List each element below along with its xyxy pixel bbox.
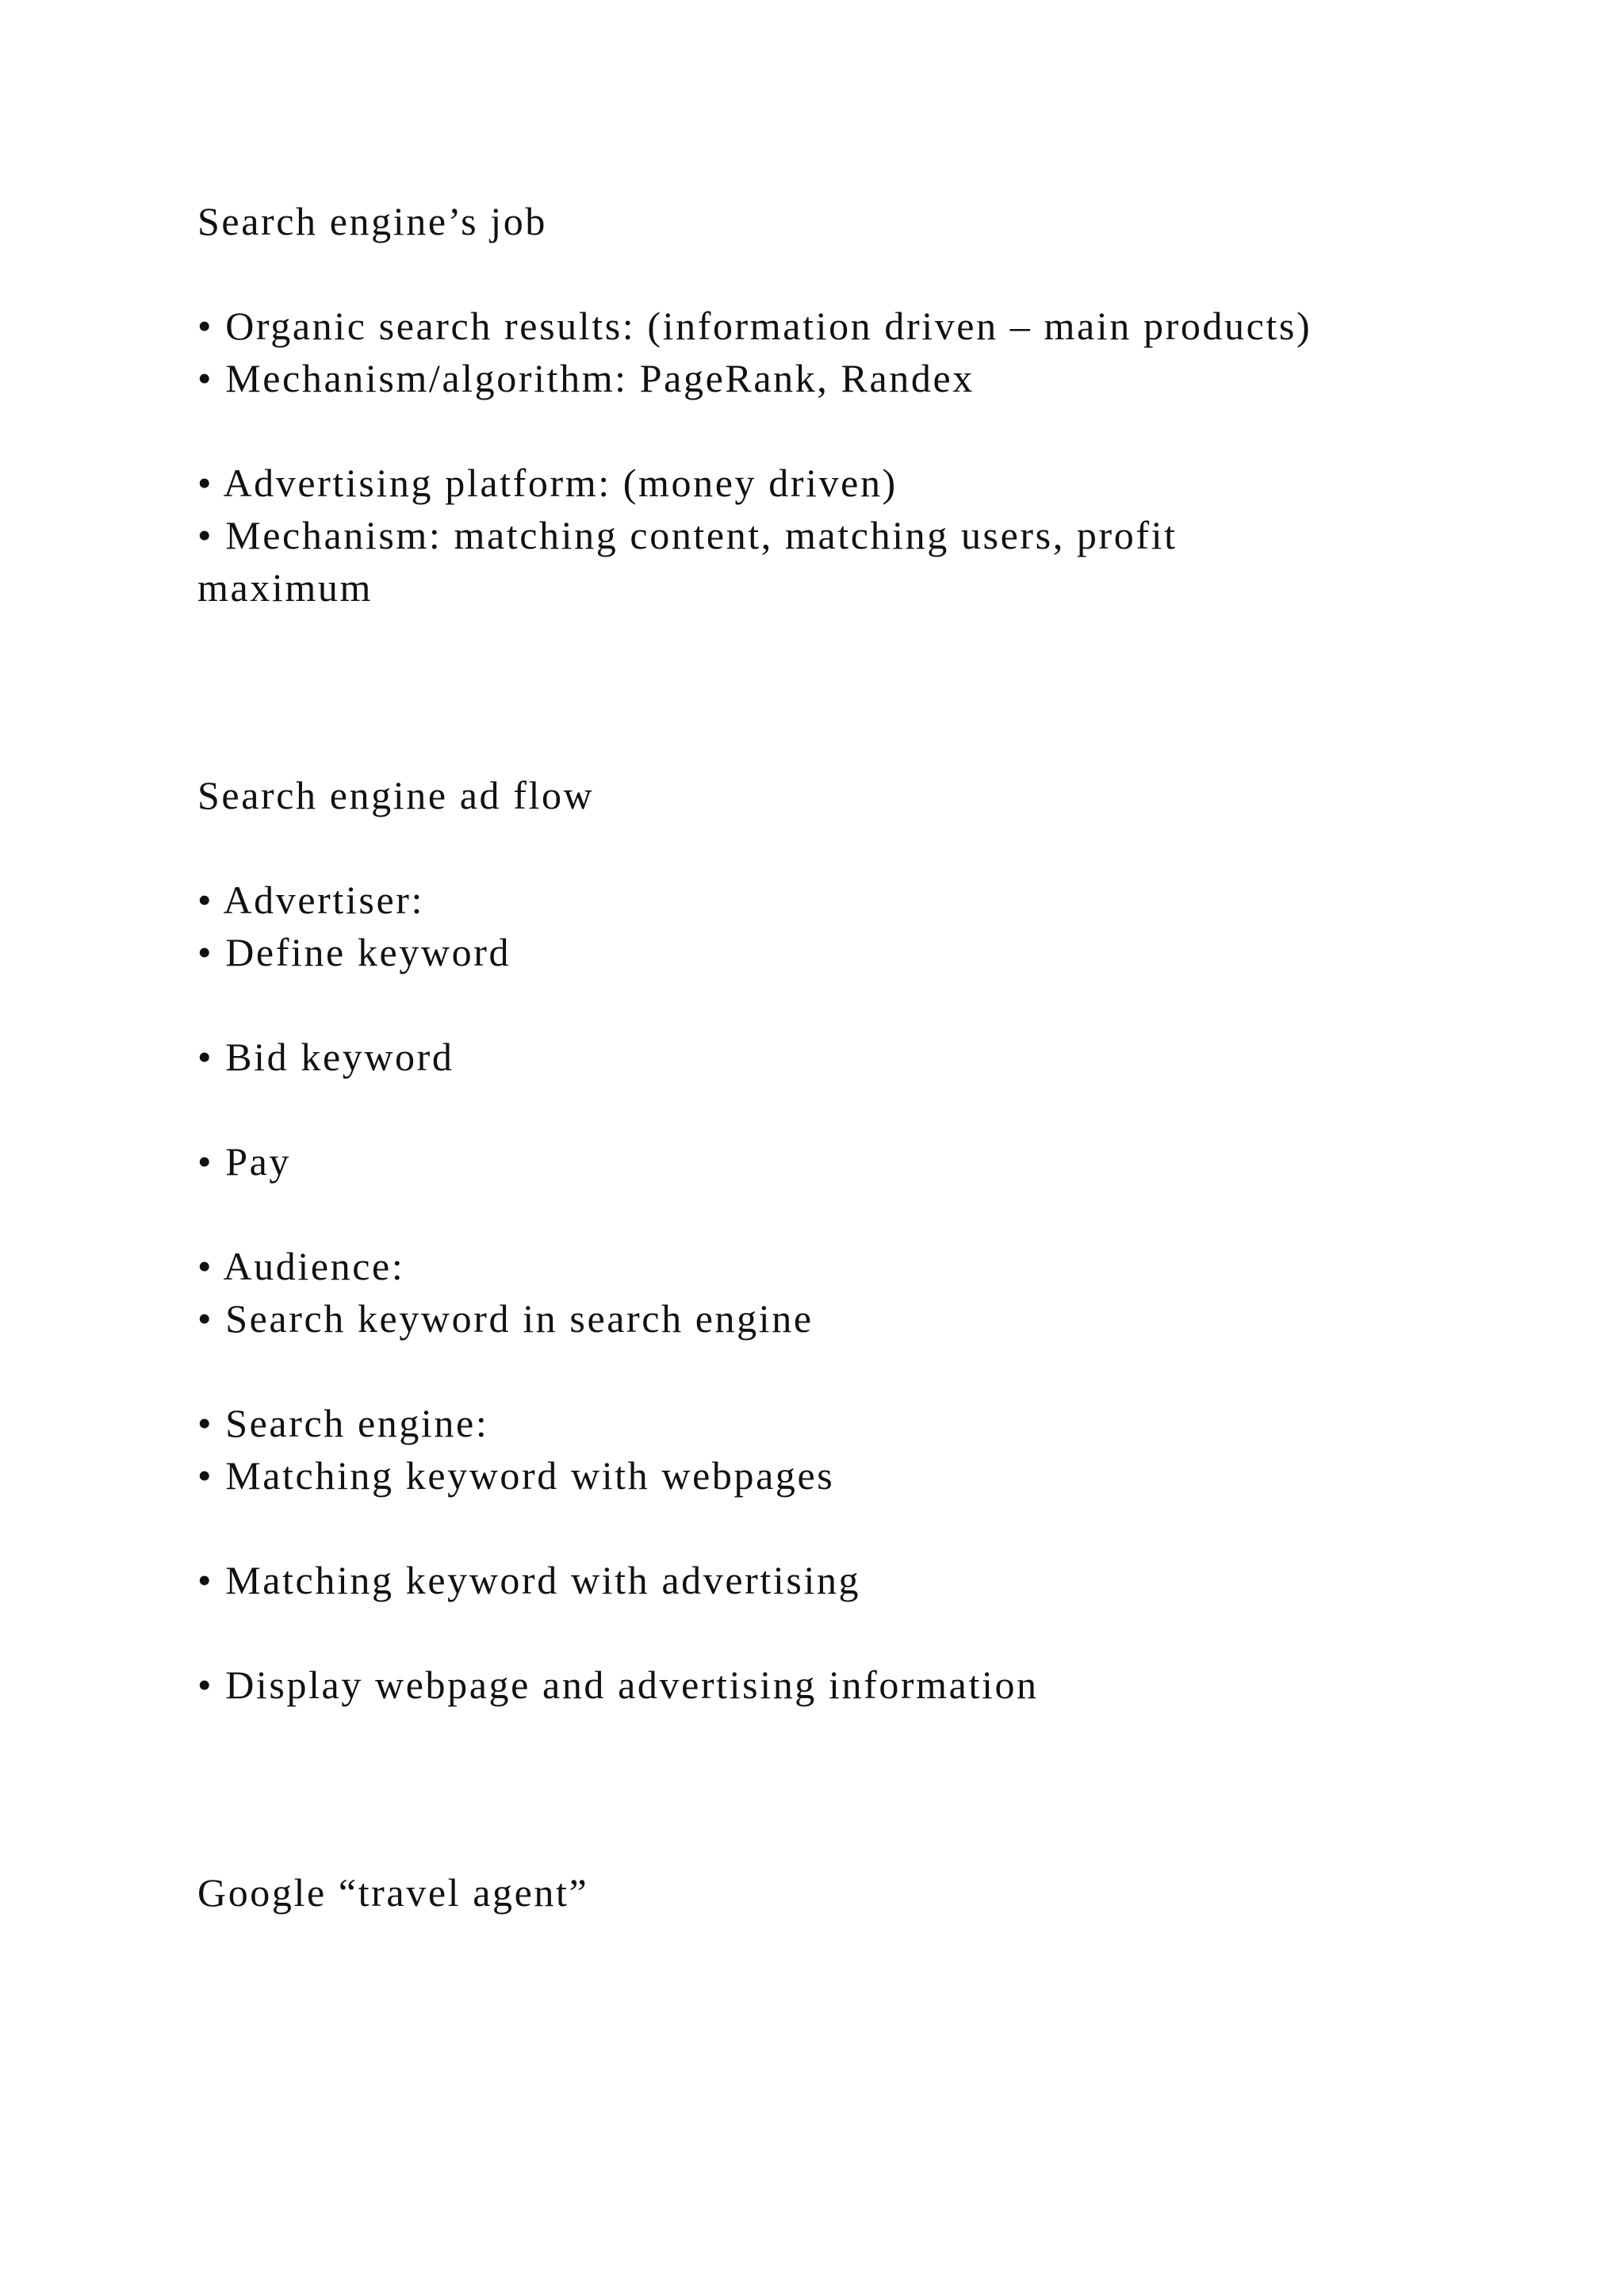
bullet-mechanism-continuation: maximum xyxy=(197,565,373,610)
bullet-display-information: • Display webpage and advertising information xyxy=(197,1663,1039,1707)
bullet-advertiser: • Advertiser: xyxy=(197,878,424,922)
section-heading-ad-flow: Search engine ad flow xyxy=(197,773,595,817)
bullet-matching-advertising: • Matching keyword with advertising xyxy=(197,1558,861,1602)
bullet-advertising-platform: • Advertising platform: (money driven) xyxy=(197,461,898,505)
bullet-pay: • Pay xyxy=(197,1139,292,1184)
bullet-matching-webpages: • Matching keyword with webpages xyxy=(197,1453,835,1498)
bullet-mechanism-algorithm: • Mechanism/algorithm: PageRank, Randex xyxy=(197,356,975,400)
section-heading-search-engine-job: Search engine’s job xyxy=(197,199,547,243)
bullet-define-keyword: • Define keyword xyxy=(197,930,511,974)
bullet-organic-search: • Organic search results: (information driven – main products) xyxy=(197,304,1312,348)
bullet-bid-keyword: • Bid keyword xyxy=(197,1035,454,1079)
bullet-search-keyword: • Search keyword in search engine xyxy=(197,1296,814,1341)
bullet-search-engine: • Search engine: xyxy=(197,1401,489,1445)
bullet-mechanism-matching: • Mechanism: matching content, matching users, profit xyxy=(197,513,1178,557)
bullet-audience: • Audience: xyxy=(197,1244,405,1288)
section-heading-google-travel-agent: Google “travel agent” xyxy=(197,1870,589,1915)
